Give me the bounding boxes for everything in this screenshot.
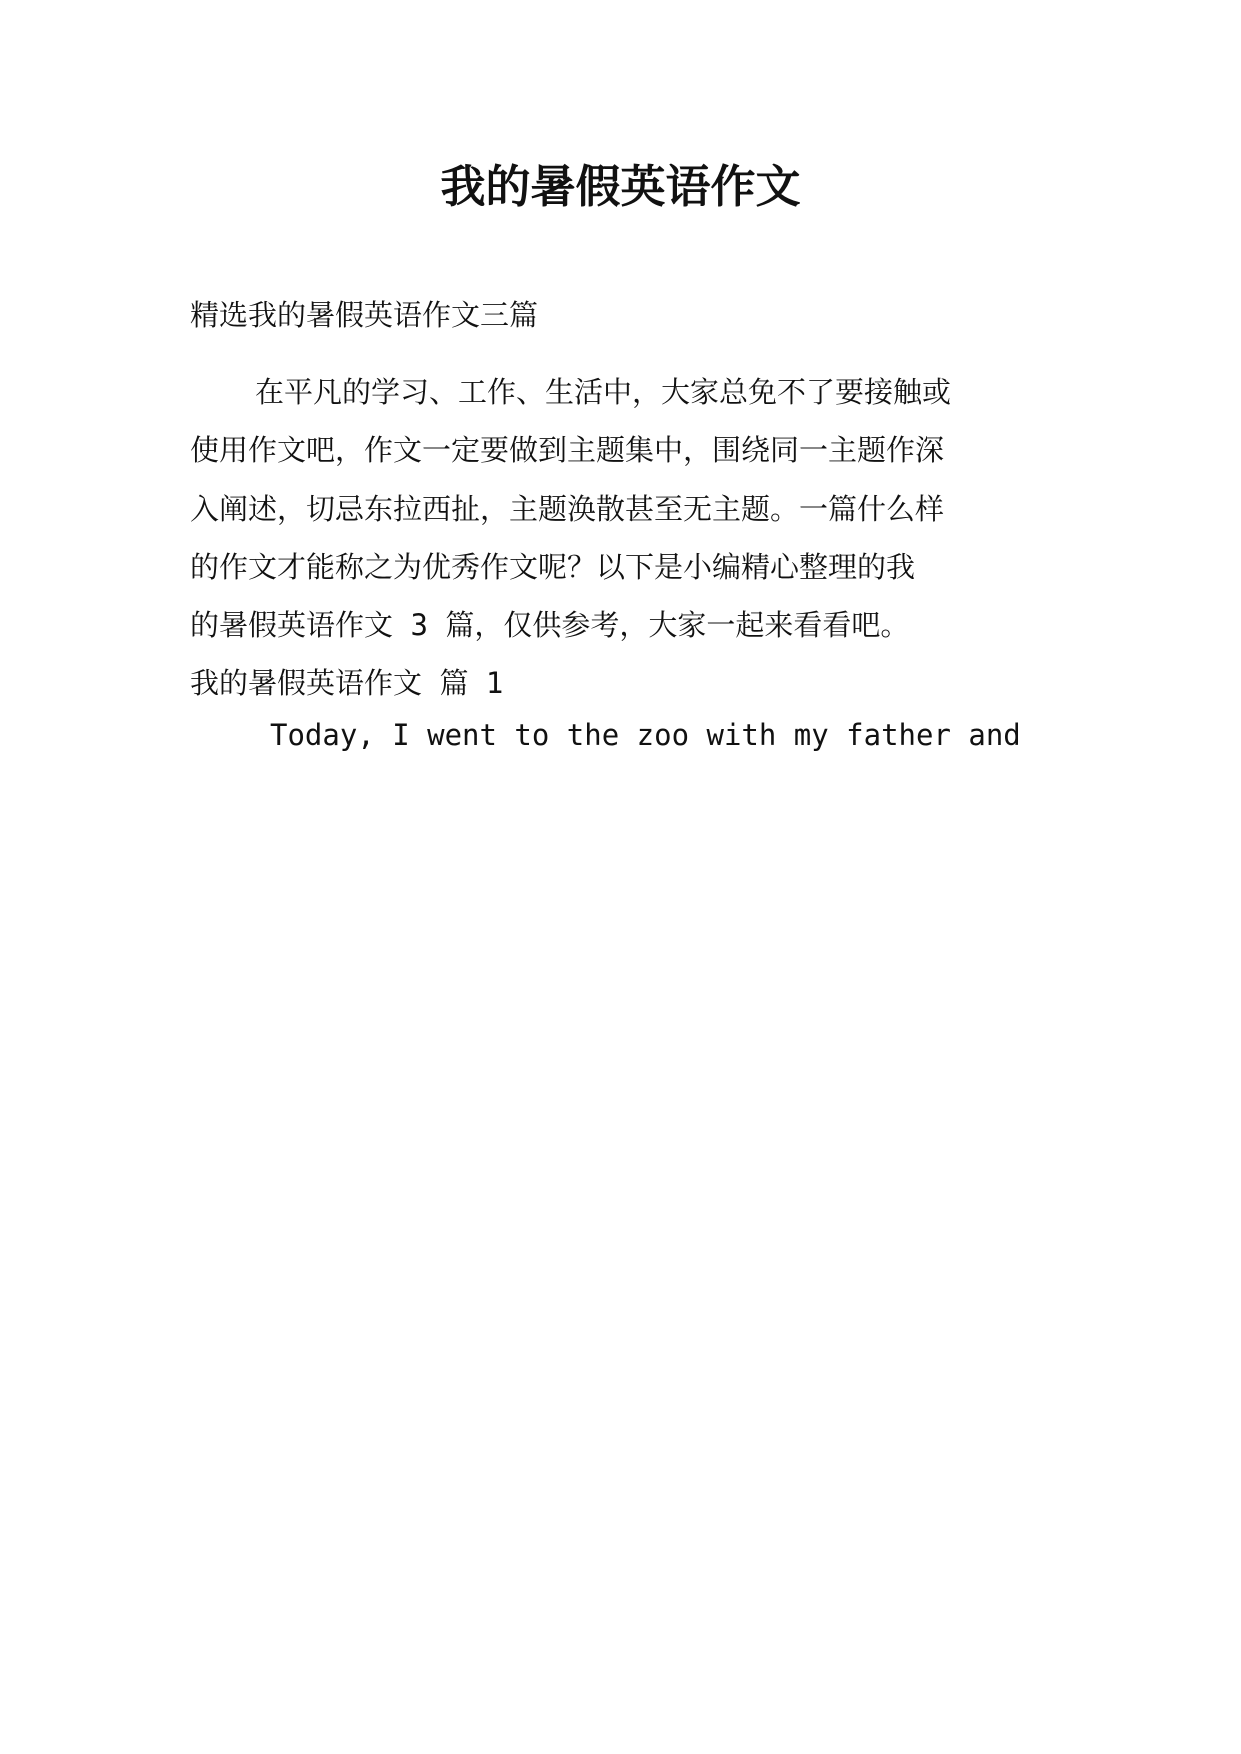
section-heading: 我的暑假英语作文 篇 1 [190, 666, 504, 700]
intro-line: 的作文才能称之为优秀作文呢？以下是小编精心整理的我 [190, 550, 916, 584]
document-subtitle: 精选我的暑假英语作文三篇 [190, 298, 539, 332]
intro-line: 的暑假英语作文 3 篇，仅供参考，大家一起来看看吧。 [190, 608, 910, 642]
intro-line: 使用作文吧，作文一定要做到主题集中，围绕同一主题作深 [190, 433, 945, 467]
intro-line: 入阐述，切忌东拉西扯，主题涣散甚至无主题。一篇什么样 [190, 492, 945, 526]
essay-line: Today, I went to the zoo with my father and [270, 718, 1021, 752]
document-title: 我的暑假英语作文 [440, 160, 801, 213]
intro-line: 在平凡的学习、工作、生活中，大家总免不了要接触或 [255, 375, 952, 409]
